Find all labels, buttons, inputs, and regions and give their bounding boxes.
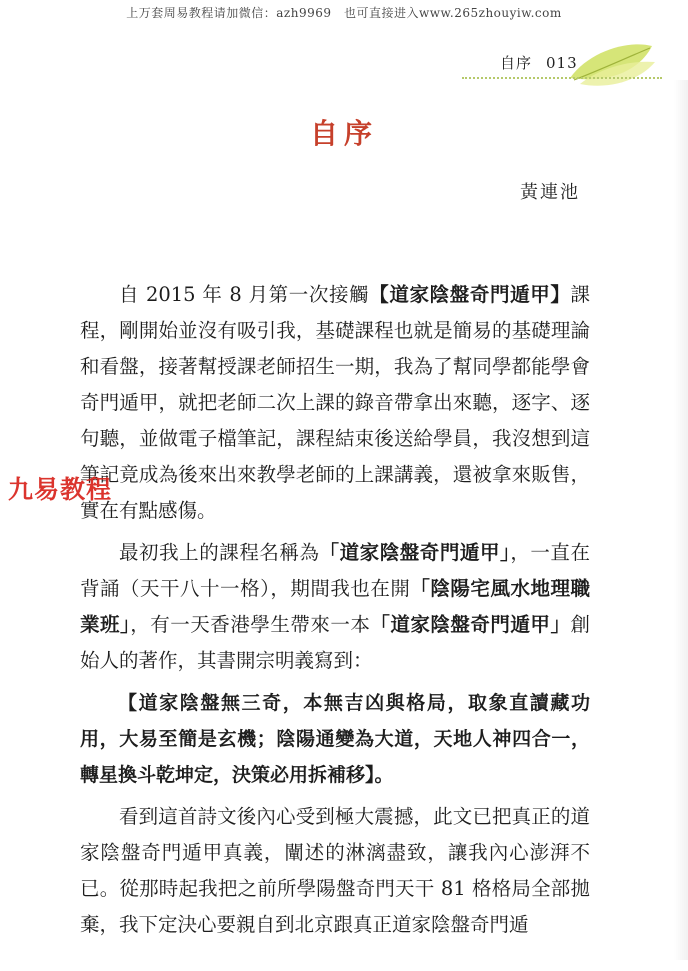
- paragraph-2: [80, 535, 590, 679]
- paragraph-1: [80, 277, 590, 529]
- emphasis-run: 「陰陽宅風水地理職業班」: [80, 577, 590, 636]
- paragraph-4: 看到這首詩文後內心受到極大震撼，此文已把真正的道家陰盤奇門遁甲真義，闡述的淋漓盡致，讓我內心澎湃不已。從那時起我把之前所學陽盤奇門天干 81 格格局全部拋棄，我下定決心要親自到北京跟真正道家陰盤奇門遁: [80, 805, 590, 936]
- top-banner: 上万套周易教程请加微信：azh9969 也可直接进入www.265zhouyiw.com: [126, 6, 562, 20]
- emphasis-run: 「道家陰盤奇門遁甲」: [319, 541, 511, 564]
- body-text: [80, 277, 590, 949]
- paragraph-3-quote: 【道家陰盤無三奇，本無吉凶與格局，取象直讀藏功用，大易至簡是玄機；陰陽通變為大道，天地人神四合一，轉星換斗乾坤定，決策必用拆補移】。: [80, 692, 590, 786]
- page-edge-shadow: [674, 80, 688, 960]
- text-run: ，一直在背誦（天干八十一格），期間我也在開: [80, 541, 590, 600]
- author-name: 黃連池: [520, 182, 580, 203]
- leaf-decoration-icon: [560, 40, 660, 100]
- emphasis-run: 「道家陰盤奇門遁甲」: [370, 613, 571, 636]
- text-run: 最初我上的課程名稱為: [119, 541, 320, 564]
- emphasis-run: 【道家陰盤奇門遁甲】: [369, 283, 571, 306]
- header-section: 自序: [500, 54, 533, 72]
- page-title: 自序: [309, 117, 378, 150]
- text-run: 課程，剛開始並沒有吸引我，基礎課程也就是簡易的基礎理論和看盤，接著幫授課老師招生一期，我為了幫同學都能學會奇門遁甲，就把老師二次上課的錄音帶拿出來聽，逐字、逐句聽，並做電子檔筆記，課程結束後送給學員，我沒想到這筆記竟成為後來出來教學老師的上課講義，還被拿來販售，實在有點感傷。: [80, 283, 590, 522]
- page-number: 013: [546, 54, 578, 72]
- text-run: ，有一天香港學生帶來一本: [130, 613, 371, 636]
- text-run: 創始人的著作，其書開宗明義寫到：: [80, 613, 590, 672]
- header-rule: [462, 77, 662, 79]
- watermark-text: 九易教程: [8, 475, 113, 504]
- text-run: 自 2015 年 8 月第一次接觸: [119, 283, 370, 306]
